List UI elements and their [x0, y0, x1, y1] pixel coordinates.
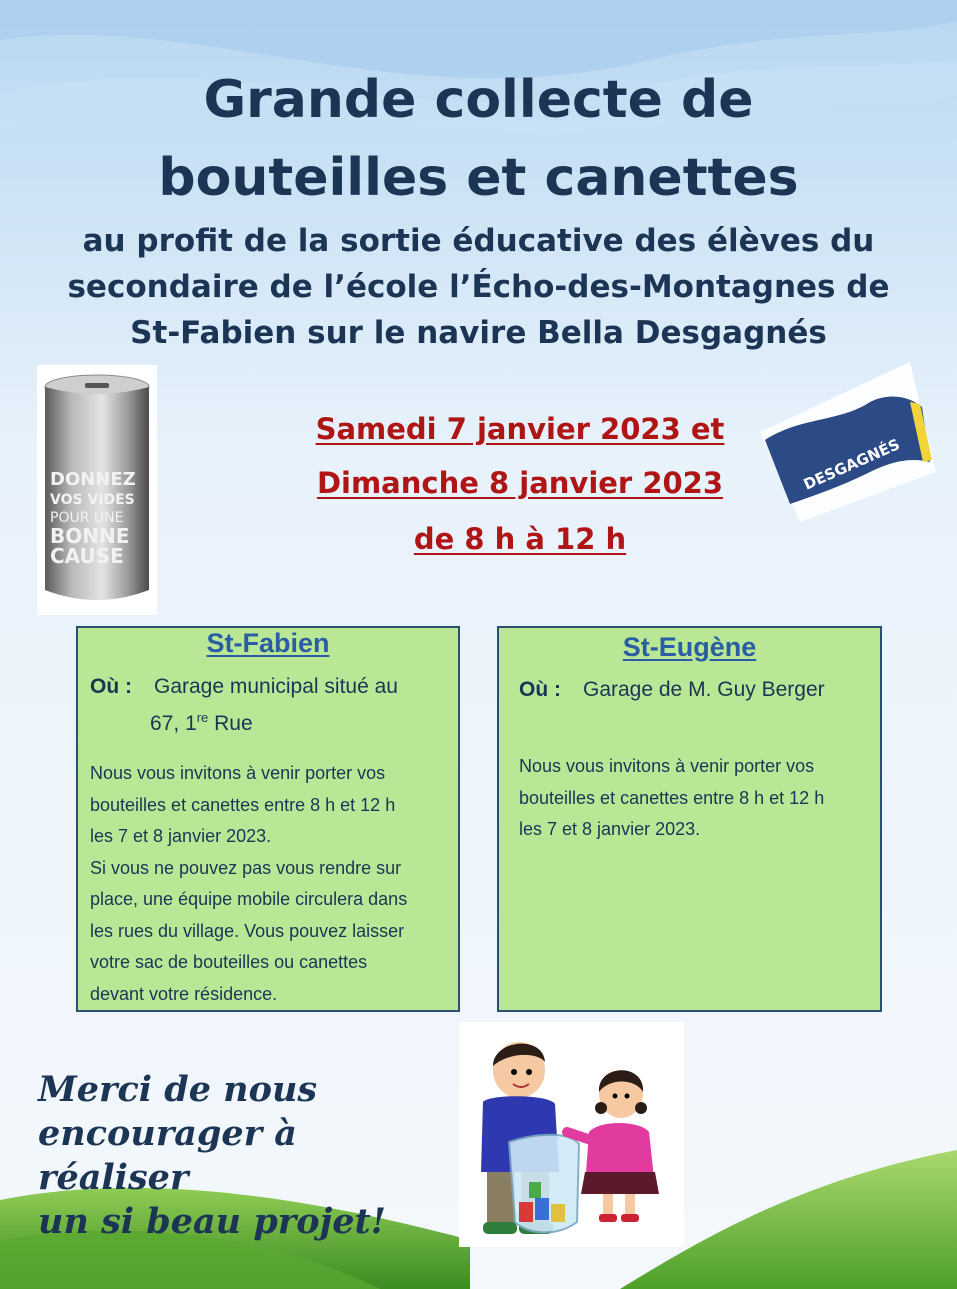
donation-can-icon — [37, 365, 157, 615]
flag-text: DESGAGNÉS — [800, 435, 903, 494]
can-text-5: CAUSE — [50, 544, 124, 568]
thanks-line-2: encourager à réaliser — [38, 1113, 297, 1198]
thanks-line-3: un si beau projet! — [38, 1201, 387, 1242]
date-line-1: Samedi 7 janvier 2023 et — [315, 412, 725, 446]
st-fabien-title: St-Fabien — [206, 628, 330, 658]
title-line-2: bouteilles et canettes — [158, 148, 799, 208]
st-fabien-address-1: Garage municipal situé au — [154, 675, 398, 698]
st-eugene-invitation: Nous vous invitons à venir porter vos bouteilles et canettes entre 8 h et 12 h les 7 et 8 janvier 2023. — [519, 756, 825, 839]
subtitle-line-3: St-Fabien sur le navire Bella Desgagnés — [130, 315, 827, 351]
subtitle-line-1: au profit de la sortie éducative des élèves du — [82, 223, 875, 259]
st-eugene-title: St-Eugène — [622, 632, 757, 662]
date-line-3: de 8 h à 12 h — [413, 522, 627, 556]
flag-icon — [760, 362, 936, 522]
can-text-3: POUR UNE — [50, 510, 124, 526]
date-line-2: Dimanche 8 janvier 2023 — [316, 466, 724, 500]
children-recycling-image — [459, 1022, 684, 1247]
subtitle-line-2: secondaire de l’école l’Écho-des-Montagnes de — [67, 269, 890, 305]
thanks-line-1: Merci de nous — [38, 1069, 318, 1110]
desgagnes-flag-image — [760, 362, 936, 522]
st-eugene-ou-label: Où : — [519, 678, 561, 701]
children-recycling-icon — [459, 1022, 684, 1247]
st-eugene-box — [497, 626, 882, 1012]
can-text-2: VOS VIDES — [50, 492, 135, 508]
title-line-1: Grande collecte de — [203, 70, 754, 130]
can-text-1: DONNEZ — [50, 469, 136, 490]
thanks-message — [38, 1068, 458, 1244]
st-fabien-address-2: 67, 1re Rue — [150, 710, 253, 735]
st-eugene-address: Garage de M. Guy Berger — [583, 678, 825, 701]
donation-can-image — [37, 365, 157, 615]
st-fabien-ou-label: Où : — [90, 675, 132, 698]
st-fabien-box — [76, 626, 460, 1012]
st-fabien-invitation: Nous vous invitons à venir porter vos bouteilles et canettes entre 8 h et 12 h les 7 et 8 janvier 2023. Si vous ne pouvez pas vous rendre sur place, une équipe mobile circulera dans les rues du village. Vous pouvez laisser votre sac de bouteilles ou canettes devant votre résidence. — [90, 763, 408, 1004]
can-text-4: BONNE — [50, 524, 130, 548]
